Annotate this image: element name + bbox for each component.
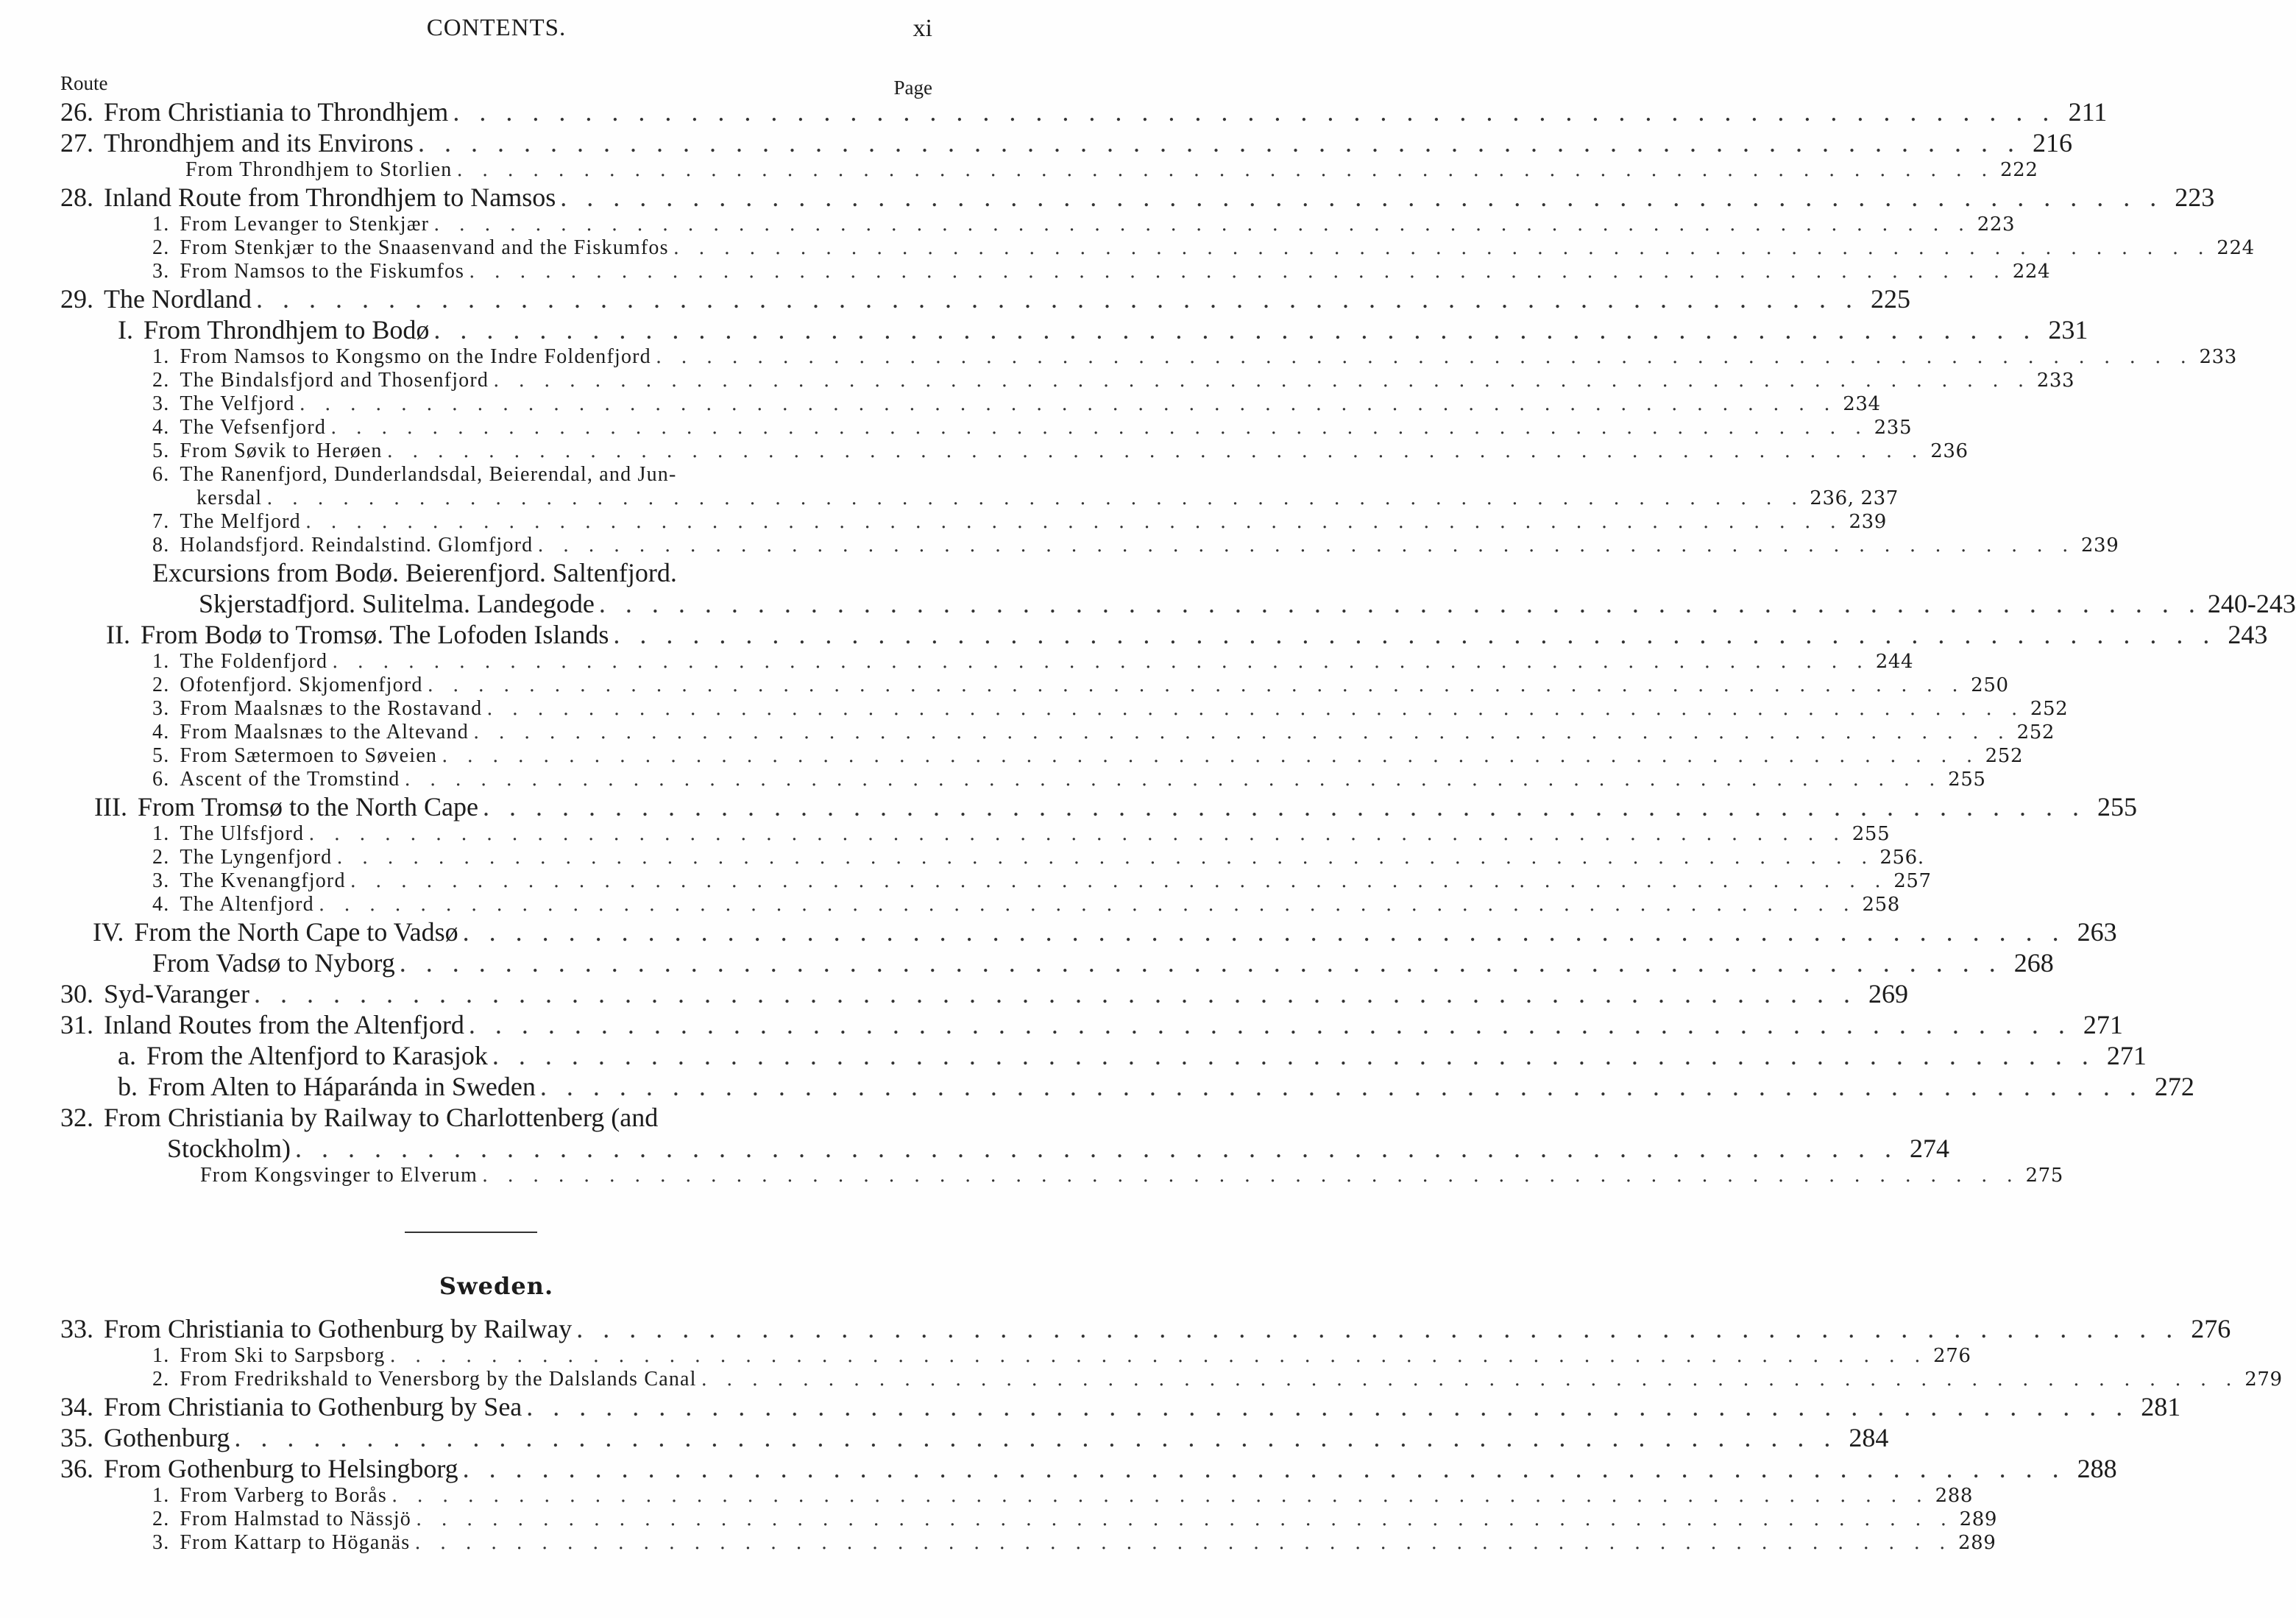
toc-entry [60, 822, 1891, 846]
leader-dots: . . . . . . . . . . . . . . . . . . . . . . . . . . . . . . . . . . . . . . . . . . . . . . . . . . . . . . . . . . . . . [336, 847, 1874, 869]
toc-entry [60, 283, 1910, 314]
entry-title: From Throndhjem to Storlien [185, 158, 453, 181]
toc-entry [60, 534, 2119, 557]
entry-title: Ofotenfjord. Skjomenfjord [180, 674, 423, 696]
entry-page: 223 [1977, 213, 2016, 236]
toc-entry [60, 1102, 1949, 1164]
leader-dots: . . . . . . . . . . . . . . . . . . . . . . . . . . . . . . . . . . . . . . . . . . . . . . . . . . . . . . . . . . . . . [492, 1041, 2095, 1070]
toc-entry [60, 650, 1914, 674]
toc-entry [60, 947, 2054, 978]
toc-entry [60, 369, 2075, 392]
toc-entry [60, 721, 2055, 744]
entry-number: 6. [152, 463, 170, 486]
entry-number: a. [118, 1041, 136, 1070]
entry-number: 3. [152, 869, 170, 892]
entry-number: 31. [60, 1010, 93, 1039]
entry-page: 289 [1959, 1508, 1998, 1530]
entry-title: From Christiania by Railway to Charlottenberg (and [104, 1103, 659, 1132]
entry-page: 224 [2012, 261, 2051, 283]
entry-line-2 [60, 487, 1899, 510]
toc-entry [60, 674, 2009, 697]
entry-title: From Alten to Háparánda in Sweden [148, 1072, 536, 1101]
entry-title: From Namsos to Kongsmo on the Indre Foldenfjord [180, 345, 651, 368]
leader-dots: . . . . . . . . . . . . . . . . . . . . . . . . . . . . . . . . . . . . . . . . . . . . . . . . . . . . . . . . . . . . . [433, 315, 2037, 345]
toc-entry [60, 869, 1932, 893]
leader-dots: . . . . . . . . . . . . . . . . . . . . . . . . . . . . . . . . . . . . . . . . . . . . . . . . . . . . . . . . . . . . . [576, 1314, 2180, 1343]
toc-entry [60, 1071, 2194, 1102]
entry-title-continued: Stockholm) [167, 1134, 291, 1163]
leader-dots: . . . . . . . . . . . . . . . . . . . . . . . . . . . . . . . . . . . . . . . . . . . . . . . . . . . . . . . . . . . . . [453, 97, 2056, 127]
entry-page: 234 [1843, 393, 1881, 415]
entry-title: The Melfjord [180, 510, 301, 533]
leader-dots: . . . . . . . . . . . . . . . . . . . . . . . . . . . . . . . . . . . . . . . . . . . . . . . . . . . . . . . . . . . . . [318, 894, 1856, 916]
entry-title: From Throndhjem to Bodø [144, 315, 430, 345]
leader-dots: . . . . . . . . . . . . . . . . . . . . . . . . . . . . . . . . . . . . . . . . . . . . . . . . . . . . . . . . . . . . . [442, 745, 1980, 767]
entry-title: From Maalsnæs to the Altevand [180, 721, 469, 743]
entry-page: 252 [2016, 721, 2055, 743]
leader-dots: . . . . . . . . . . . . . . . . . . . . . . . . . . . . . . . . . . . . . . . . . . . . . . . . . . . . . . . . . . . . . [350, 870, 1888, 892]
entry-page: 236, 237 [1810, 487, 1899, 509]
leader-dots: . . . . . . . . . . . . . . . . . . . . . . . . . . . . . . . . . . . . . . . . . . . . . . . . . . . . . . . . . . . . . [253, 979, 1857, 1008]
entry-title: Ascent of the Tromstind [180, 768, 400, 791]
leader-dots: . . . . . . . . . . . . . . . . . . . . . . . . . . . . . . . . . . . . . . . . . . . . . . . . . . . . . . . . . . . . . [483, 792, 2086, 822]
entry-title: From Varberg to Borås [180, 1484, 387, 1507]
entry-number: 2. [152, 369, 170, 392]
toc-entry [60, 619, 2268, 650]
entry-title: The Bindalsfjord and Thosenfjord [180, 369, 489, 392]
entry-page: 223 [2175, 183, 2215, 212]
entry-page: 231 [2048, 315, 2088, 345]
toc-entry [60, 463, 1899, 510]
entry-title: From Fredrikshald to Venersborg by the Dalslands Canal [180, 1368, 697, 1391]
entry-number: b. [118, 1072, 138, 1101]
entry-number: 8. [152, 534, 170, 557]
entry-number: 28. [60, 183, 93, 212]
leader-dots: . . . . . . . . . . . . . . . . . . . . . . . . . . . . . . . . . . . . . . . . . . . . . . . . . . . . . . . . . . . . . [673, 237, 2211, 259]
entry-page: 276 [1933, 1345, 1971, 1367]
leader-dots: . . . . . . . . . . . . . . . . . . . . . . . . . . . . . . . . . . . . . . . . . . . . . . . . . . . . . . . . . . . . . [655, 346, 2193, 368]
leader-dots: . . . . . . . . . . . . . . . . . . . . . . . . . . . . . . . . . . . . . . . . . . . . . . . . . . . . . . . . . . . . . [414, 1532, 1952, 1554]
leader-dots: . . . . . . . . . . . . . . . . . . . . . . . . . . . . . . . . . . . . . . . . . . . . . . . . . . . . . . . . . . . . . [295, 1134, 1898, 1163]
leader-dots: . . . . . . . . . . . . . . . . . . . . . . . . . . . . . . . . . . . . . . . . . . . . . . . . . . . . . . . . . . . . . [433, 213, 1971, 236]
leader-dots: . . . . . . . . . . . . . . . . . . . . . . . . . . . . . . . . . . . . . . . . . . . . . . . . . . . . . . . . . . . . . [526, 1392, 2130, 1421]
entry-number: 26. [60, 97, 93, 127]
entry-title: From Bodø to Tromsø. The Lofoden Islands [140, 620, 609, 649]
toc-entry [60, 791, 2137, 822]
entry-line-1 [60, 557, 932, 588]
entry-number: 7. [152, 510, 170, 533]
toc-entry [60, 260, 2051, 283]
entry-title: The Vefsenfjord [180, 416, 327, 439]
toc-entry [60, 416, 1913, 439]
entry-number: 1. [152, 1484, 170, 1507]
entry-page: 244 [1875, 651, 1914, 673]
entry-page: 263 [2077, 917, 2117, 947]
entry-title: From Namsos to the Fiskumfos [180, 260, 465, 283]
entry-title: From Christiania to Gothenburg by Sea [104, 1392, 522, 1421]
toc-entry [60, 1040, 2147, 1071]
entry-page: 252 [1985, 745, 2024, 767]
entry-number: 1. [152, 822, 170, 845]
entry-title: The Altenfjord [180, 893, 314, 916]
entry-page: 271 [2083, 1010, 2123, 1039]
leader-dots: . . . . . . . . . . . . . . . . . . . . . . . . . . . . . . . . . . . . . . . . . . . . . . . . . . . . . . . . . . . . . [386, 440, 1924, 462]
leader-dots: . . . . . . . . . . . . . . . . . . . . . . . . . . . . . . . . . . . . . . . . . . . . . . . . . . . . . . . . . . . . . [391, 1485, 1930, 1507]
entry-number: 5. [152, 744, 170, 767]
toc-entry [60, 1164, 2063, 1187]
entry-title: The Foldenfjord [180, 650, 328, 673]
toc-entry [60, 1453, 2117, 1484]
entry-title: From Gothenburg to Helsingborg [104, 1454, 458, 1483]
route-column-label: Route [60, 72, 108, 94]
entry-number: 32. [60, 1103, 93, 1132]
entry-title: From Halmstad to Nässjö [180, 1508, 411, 1530]
section-divider [405, 1232, 537, 1233]
entry-number: 1. [152, 345, 170, 368]
entry-number: 1. [152, 213, 170, 236]
toc-entry [60, 1508, 1998, 1531]
entry-title: From Kongsvinger to Elverum [200, 1164, 478, 1187]
leader-dots: . . . . . . . . . . . . . . . . . . . . . . . . . . . . . . . . . . . . . . . . . . . . . . . . . . . . . . . . . . . . . [481, 1165, 2019, 1187]
leader-dots: . . . . . . . . . . . . . . . . . . . . . . . . . . . . . . . . . . . . . . . . . . . . . . . . . . . . . . . . . . . . . [560, 183, 2164, 212]
entry-page: 256. [1879, 847, 1924, 869]
entry-number: 35. [60, 1423, 93, 1452]
entry-title: Syd-Varanger [104, 979, 249, 1008]
entry-title: From Ski to Sarpsborg [180, 1344, 386, 1367]
toc-entry [60, 510, 1887, 534]
entry-title: The Lyngenfjord [180, 846, 333, 869]
toc-entry [60, 439, 1969, 463]
entry-title: Gothenburg [104, 1423, 230, 1452]
leader-dots: . . . . . . . . . . . . . . . . . . . . . . . . . . . . . . . . . . . . . . . . . . . . . . . . . . . . . . . . . . . . . [308, 823, 1846, 845]
entry-page: 272 [2154, 1072, 2194, 1101]
page-number: xi [913, 15, 932, 42]
entry-page: 279 [2244, 1368, 2283, 1391]
entry-number: 30. [60, 979, 93, 1008]
entry-line-2 [60, 1133, 1949, 1164]
entry-number: 29. [60, 284, 93, 314]
leader-dots: . . . . . . . . . . . . . . . . . . . . . . . . . . . . . . . . . . . . . . . . . . . . . . . . . . . . . . . . . . . . . [493, 370, 2031, 392]
entry-title: From Christiania to Gothenburg by Railway [104, 1314, 573, 1343]
toc-entry [60, 978, 1908, 1009]
entry-page: 233 [2036, 370, 2075, 392]
entry-title: From the Altenfjord to Karasjok [146, 1041, 488, 1070]
entry-page: 240-243 [2207, 589, 2296, 618]
leader-dots: . . . . . . . . . . . . . . . . . . . . . . . . . . . . . . . . . . . . . . . . . . . . . . . . . . . . . . . . . . . . . [399, 948, 2002, 978]
entry-title: The Velfjord [180, 392, 295, 415]
entry-page: 222 [2000, 159, 2038, 181]
entry-title: From Stenkjær to the Snaasenvand and the Fiskumfos [180, 236, 669, 259]
leader-dots: . . . . . . . . . . . . . . . . . . . . . . . . . . . . . . . . . . . . . . . . . . . . . . . . . . . . . . . . . . . . . [389, 1345, 1927, 1367]
page-title: CONTENTS. [426, 15, 567, 41]
entry-number: IV. [93, 917, 124, 947]
entry-page: 239 [2080, 534, 2119, 557]
toc-entry [60, 1009, 2123, 1040]
leader-dots: . . . . . . . . . . . . . . . . . . . . . . . . . . . . . . . . . . . . . . . . . . . . . . . . . . . . . . . . . . . . . [417, 128, 2021, 158]
entry-title: From Christiania to Throndhjem [104, 97, 449, 127]
entry-number: 2. [152, 846, 170, 869]
entry-number: 1. [152, 650, 170, 673]
entry-number: 2. [152, 674, 170, 696]
entry-title: Holandsfjord. Reindalstind. Glomfjord [180, 534, 534, 557]
entry-title: The Ulfsfjord [180, 822, 305, 845]
leader-dots: . . . . . . . . . . . . . . . . . . . . . . . . . . . . . . . . . . . . . . . . . . . . . . . . . . . . . . . . . . . . . [234, 1423, 1838, 1452]
entry-title: From Vadsø to Nyborg [152, 948, 395, 978]
entry-number: 3. [152, 697, 170, 720]
entry-number: 3. [152, 1531, 170, 1554]
entry-number: 4. [152, 416, 170, 439]
entry-number: 3. [152, 260, 170, 283]
toc-entry [60, 345, 2237, 369]
entry-number: II. [106, 620, 130, 649]
entry-title: From Sætermoen to Søveien [180, 744, 438, 767]
entry-number: 6. [152, 768, 170, 791]
leader-dots: . . . . . . . . . . . . . . . . . . . . . . . . . . . . . . . . . . . . . . . . . . . . . . . . . . . . . . . . . . . . . [462, 1454, 2066, 1483]
entry-page: 239 [1849, 511, 1887, 533]
toc-entry [60, 1531, 1996, 1555]
sweden-route-list [60, 1313, 2283, 1555]
column-headers [60, 72, 932, 99]
entry-title: From Kattarp to Höganäs [180, 1531, 411, 1554]
leader-dots: . . . . . . . . . . . . . . . . . . . . . . . . . . . . . . . . . . . . . . . . . . . . . . . . . . . . . . . . . . . . . [427, 674, 1965, 696]
toc-entry [60, 916, 2117, 947]
entry-title: From Maalsnæs to the Rostavand [180, 697, 483, 720]
leader-dots: . . . . . . . . . . . . . . . . . . . . . . . . . . . . . . . . . . . . . . . . . . . . . . . . . . . . . . . . . . . . . [416, 1508, 1954, 1530]
entry-page: 271 [2106, 1041, 2147, 1070]
entry-number: 3. [152, 392, 170, 415]
entry-title: The Ranenfjord, Dunderlandsdal, Beierendal, and Jun- [180, 463, 677, 486]
entry-page: 257 [1893, 870, 1932, 892]
entry-page: 211 [2068, 97, 2108, 127]
entry-page: 268 [2013, 948, 2054, 978]
leader-dots: . . . . . . . . . . . . . . . . . . . . . . . . . . . . . . . . . . . . . . . . . . . . . . . . . . . . . . . . . . . . . [332, 651, 1870, 673]
entry-page: 255 [2097, 792, 2137, 822]
toc-entry [60, 1313, 2231, 1344]
leader-dots: . . . . . . . . . . . . . . . . . . . . . . . . . . . . . . . . . . . . . . . . . . . . . . . . . . . . . . . . . . . . . [539, 1072, 2143, 1101]
entry-page: 255 [1948, 769, 1986, 791]
entry-number: 34. [60, 1392, 93, 1421]
entry-number: 27. [60, 128, 93, 158]
entry-page: 255 [1852, 823, 1891, 845]
leader-dots: . . . . . . . . . . . . . . . . . . . . . . . . . . . . . . . . . . . . . . . . . . . . . . . . . . . . . . . . . . . . . [305, 511, 1843, 533]
entry-number: 1. [152, 1344, 170, 1367]
entry-page: 276 [2191, 1314, 2231, 1343]
leader-dots: . . . . . . . . . . . . . . . . . . . . . . . . . . . . . . . . . . . . . . . . . . . . . . . . . . . . . . . . . . . . . [598, 589, 2202, 618]
leader-dots: . . . . . . . . . . . . . . . . . . . . . . . . . . . . . . . . . . . . . . . . . . . . . . . . . . . . . . . . . . . . . [255, 284, 1859, 314]
toc-entry [60, 1391, 2181, 1422]
section-heading-sweden: Sweden. [439, 1272, 554, 1300]
entry-page: 252 [2030, 698, 2069, 720]
leader-dots: . . . . . . . . . . . . . . . . . . . . . . . . . . . . . . . . . . . . . . . . . . . . . . . . . . . . . . . . . . . . . [456, 159, 1994, 181]
page-column-label: Page [893, 77, 932, 99]
toc-entry [60, 768, 1986, 791]
toc-entry [60, 213, 2016, 236]
leader-dots: . . . . . . . . . . . . . . . . . . . . . . . . . . . . . . . . . . . . . . . . . . . . . . . . . . . . . . . . . . . . . [462, 917, 2066, 947]
entry-page: 235 [1874, 417, 1913, 439]
entry-number: 2. [152, 236, 170, 259]
leader-dots: . . . . . . . . . . . . . . . . . . . . . . . . . . . . . . . . . . . . . . . . . . . . . . . . . . . . . . . . . . . . . [404, 769, 1942, 791]
page-header [60, 10, 932, 47]
leader-dots: . . . . . . . . . . . . . . . . . . . . . . . . . . . . . . . . . . . . . . . . . . . . . . . . . . . . . . . . . . . . . [472, 721, 2010, 743]
entry-page: 233 [2199, 346, 2237, 368]
entry-page: 275 [2025, 1165, 2063, 1187]
leader-dots: . . . . . . . . . . . . . . . . . . . . . . . . . . . . . . . . . . . . . . . . . . . . . . . . . . . . . . . . . . . . . [299, 393, 1837, 415]
entry-line-1 [60, 463, 932, 487]
entry-number: III. [94, 792, 127, 822]
entry-page: 274 [1910, 1134, 1949, 1163]
toc-entry [60, 893, 1900, 916]
leader-dots: . . . . . . . . . . . . . . . . . . . . . . . . . . . . . . . . . . . . . . . . . . . . . . . . . . . . . . . . . . . . . [701, 1368, 2239, 1391]
toc-entry [60, 744, 2024, 768]
toc-entry [60, 697, 2069, 721]
entry-title: Inland Route from Throndhjem to Namsos [104, 183, 556, 212]
toc-entry [60, 1484, 1974, 1508]
entry-page: 225 [1870, 284, 1910, 314]
entry-number: 33. [60, 1314, 93, 1343]
leader-dots: . . . . . . . . . . . . . . . . . . . . . . . . . . . . . . . . . . . . . . . . . . . . . . . . . . . . . . . . . . . . . [468, 1010, 2072, 1039]
entry-page: 258 [1862, 894, 1900, 916]
entry-page: 216 [2032, 128, 2072, 158]
leader-dots: . . . . . . . . . . . . . . . . . . . . . . . . . . . . . . . . . . . . . . . . . . . . . . . . . . . . . . . . . . . . . [537, 534, 2075, 557]
toc-entry [60, 1368, 2283, 1391]
toc-entry [60, 1344, 1971, 1368]
entry-number: 4. [152, 721, 170, 743]
entry-page: 288 [2077, 1454, 2117, 1483]
entry-number: 36. [60, 1454, 93, 1483]
entry-title: Throndhjem and its Environs [104, 128, 414, 158]
entry-number: 4. [152, 893, 170, 916]
toc-entry [60, 96, 2108, 127]
toc-entry [60, 314, 2088, 345]
leader-dots: . . . . . . . . . . . . . . . . . . . . . . . . . . . . . . . . . . . . . . . . . . . . . . . . . . . . . . . . . . . . . [266, 487, 1804, 509]
entry-line-1 [60, 1102, 932, 1133]
entry-line-2 [60, 588, 2296, 619]
toc-entry [60, 392, 1881, 416]
entry-title: From Levanger to Stenkjær [180, 213, 430, 236]
entry-page: 243 [2228, 620, 2268, 649]
entry-page: 284 [1849, 1423, 1889, 1452]
toc-entry [60, 846, 1924, 869]
toc-entry [60, 158, 2038, 182]
entry-number: 5. [152, 439, 170, 462]
norway-route-list [60, 96, 2296, 1187]
entry-title: From Søvik to Herøen [180, 439, 383, 462]
entry-title: The Kvenangfjord [180, 869, 346, 892]
entry-number: 2. [152, 1368, 170, 1391]
entry-title: Excursions from Bodø. Beierenfjord. Saltenfjord. [152, 558, 677, 587]
entry-page: 269 [1868, 979, 1908, 1008]
toc-entry [60, 182, 2215, 213]
entry-number: I. [118, 315, 133, 345]
entry-title-continued: Skjerstadfjord. Sulitelma. Landegode [199, 589, 595, 618]
entry-page: 289 [1958, 1532, 1996, 1554]
toc-entry [60, 236, 2255, 260]
leader-dots: . . . . . . . . . . . . . . . . . . . . . . . . . . . . . . . . . . . . . . . . . . . . . . . . . . . . . . . . . . . . . [469, 261, 2007, 283]
leader-dots: . . . . . . . . . . . . . . . . . . . . . . . . . . . . . . . . . . . . . . . . . . . . . . . . . . . . . . . . . . . . . [330, 417, 1868, 439]
entry-title: From the North Cape to Vadsø [134, 917, 458, 947]
leader-dots: . . . . . . . . . . . . . . . . . . . . . . . . . . . . . . . . . . . . . . . . . . . . . . . . . . . . . . . . . . . . . [486, 698, 2024, 720]
entry-title: The Nordland [104, 284, 252, 314]
toc-entry [60, 557, 2296, 619]
entry-title: Inland Routes from the Altenfjord [104, 1010, 464, 1039]
entry-number: 2. [152, 1508, 170, 1530]
entry-page: 281 [2141, 1392, 2181, 1421]
toc-entry [60, 1422, 1889, 1453]
entry-title: From Tromsø to the North Cape [137, 792, 478, 822]
entry-page: 288 [1935, 1485, 1974, 1507]
entry-page: 236 [1930, 440, 1969, 462]
entry-page: 250 [1971, 674, 2009, 696]
leader-dots: . . . . . . . . . . . . . . . . . . . . . . . . . . . . . . . . . . . . . . . . . . . . . . . . . . . . . . . . . . . . . [613, 620, 2217, 649]
toc-entry [60, 127, 2072, 158]
entry-title-continued: kersdal [196, 487, 263, 509]
entry-page: 224 [2217, 237, 2255, 259]
